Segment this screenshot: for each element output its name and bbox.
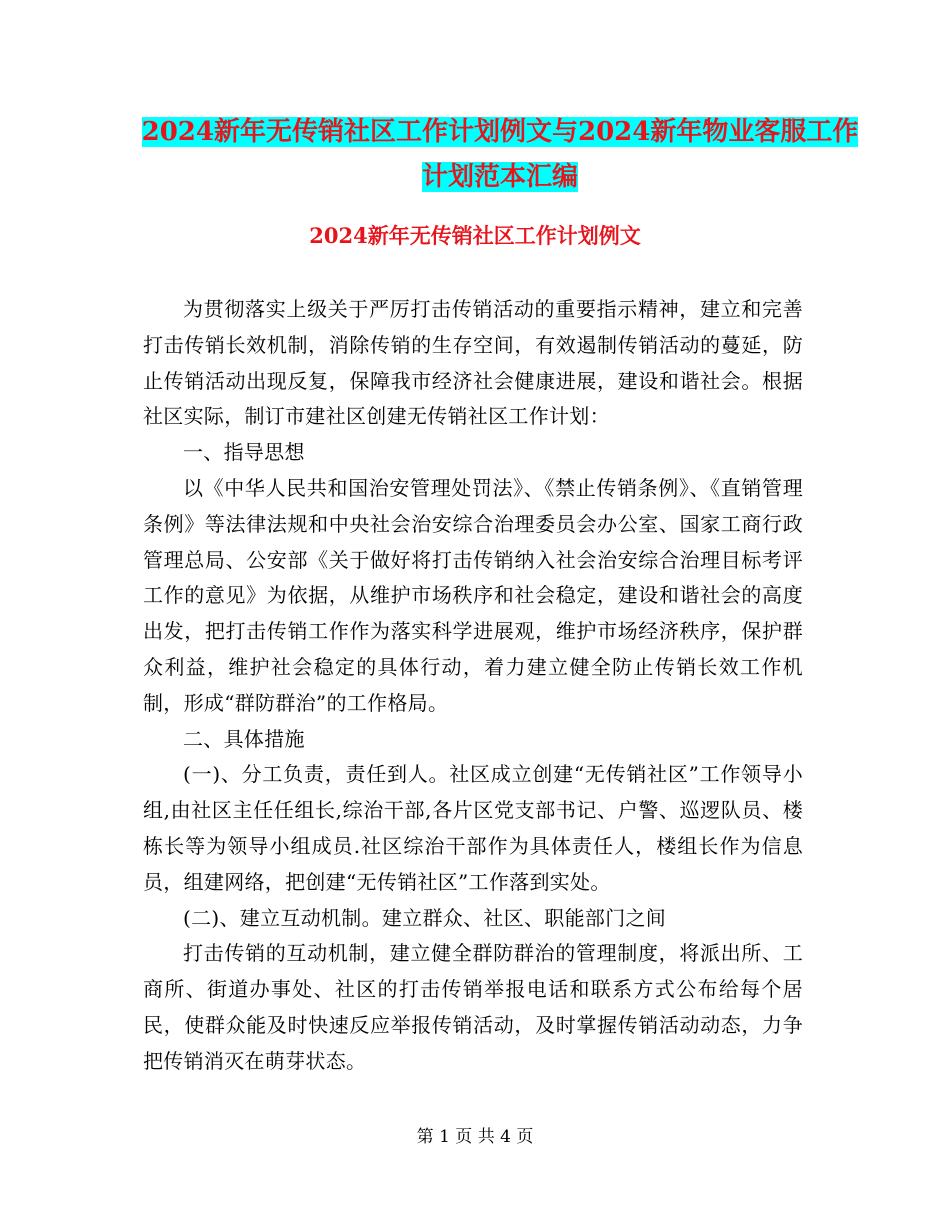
paragraph-measure-one: (一)、分工负责，责任到人。社区成立创建“无传销社区”工作领导小组,由社区主任任组长,综治干部,各片区党支部书记、户警、巡逻队员、楼栋长等为领导小组成员.社区综治干部作为具体责任人，楼组长作为信息员，组建网络，把创建“无传销社区”工作落到实处。	[143, 762, 803, 894]
paragraph-measure-two: (二)、建立互动机制。建立群众、社区、职能部门之间	[183, 905, 667, 930]
document-title-text: 2024新年无传销社区工作计划例文与2024新年物业客服工作计划范本汇编	[141, 117, 859, 192]
section-title: 2024新年无传销社区工作计划例文	[309, 223, 641, 248]
heading-guiding-ideology: 一、指导思想	[183, 440, 305, 465]
heading-specific-measures: 二、具体措施	[183, 726, 305, 751]
paragraph-measure-two-cont: 打击传销的互动机制，建立健全群防群治的管理制度，将派出所、工商所、街道办事处、社区的打击传销举报电话和联系方式公布给每个居民，使群众能及时快速反应举报传销活动，及时掌握传销活动动态，力争把传销消灭在萌芽状态。	[143, 941, 803, 1073]
document-body	[143, 292, 803, 1080]
document-title	[140, 110, 860, 200]
page-number-footer: 第 1 页 共 4 页	[416, 1127, 534, 1147]
paragraph-intro: 为贯彻落实上级关于严厉打击传销活动的重要指示精神，建立和完善打击传销长效机制，消除传销的生存空间，有效遏制传销活动的蔓延，防止传销活动出现反复，保障我市经济社会健康进展，建设和谐社会。根据社区实际，制订市建社区创建无传销社区工作计划：	[143, 297, 803, 429]
paragraph-guiding-ideology: 以《中华人民共和国治安管理处罚法》、《禁止传销条例》、《直销管理条例》等法律法规和中央社会治安综合治理委员会办公室、国家工商行政管理总局、公安部《关于做好将打击传销纳入社会治安综合治理目标考评工作的意见》为依据，从维护市场秩序和社会稳定，建设和谐社会的高度出发，把打击传销工作作为落实科学进展观，维护市场经济秩序，保护群众利益，维护社会稳定的具体行动，着力建立健全防止传销长效工作机制，形成“群防群治”的工作格局。	[143, 475, 803, 715]
